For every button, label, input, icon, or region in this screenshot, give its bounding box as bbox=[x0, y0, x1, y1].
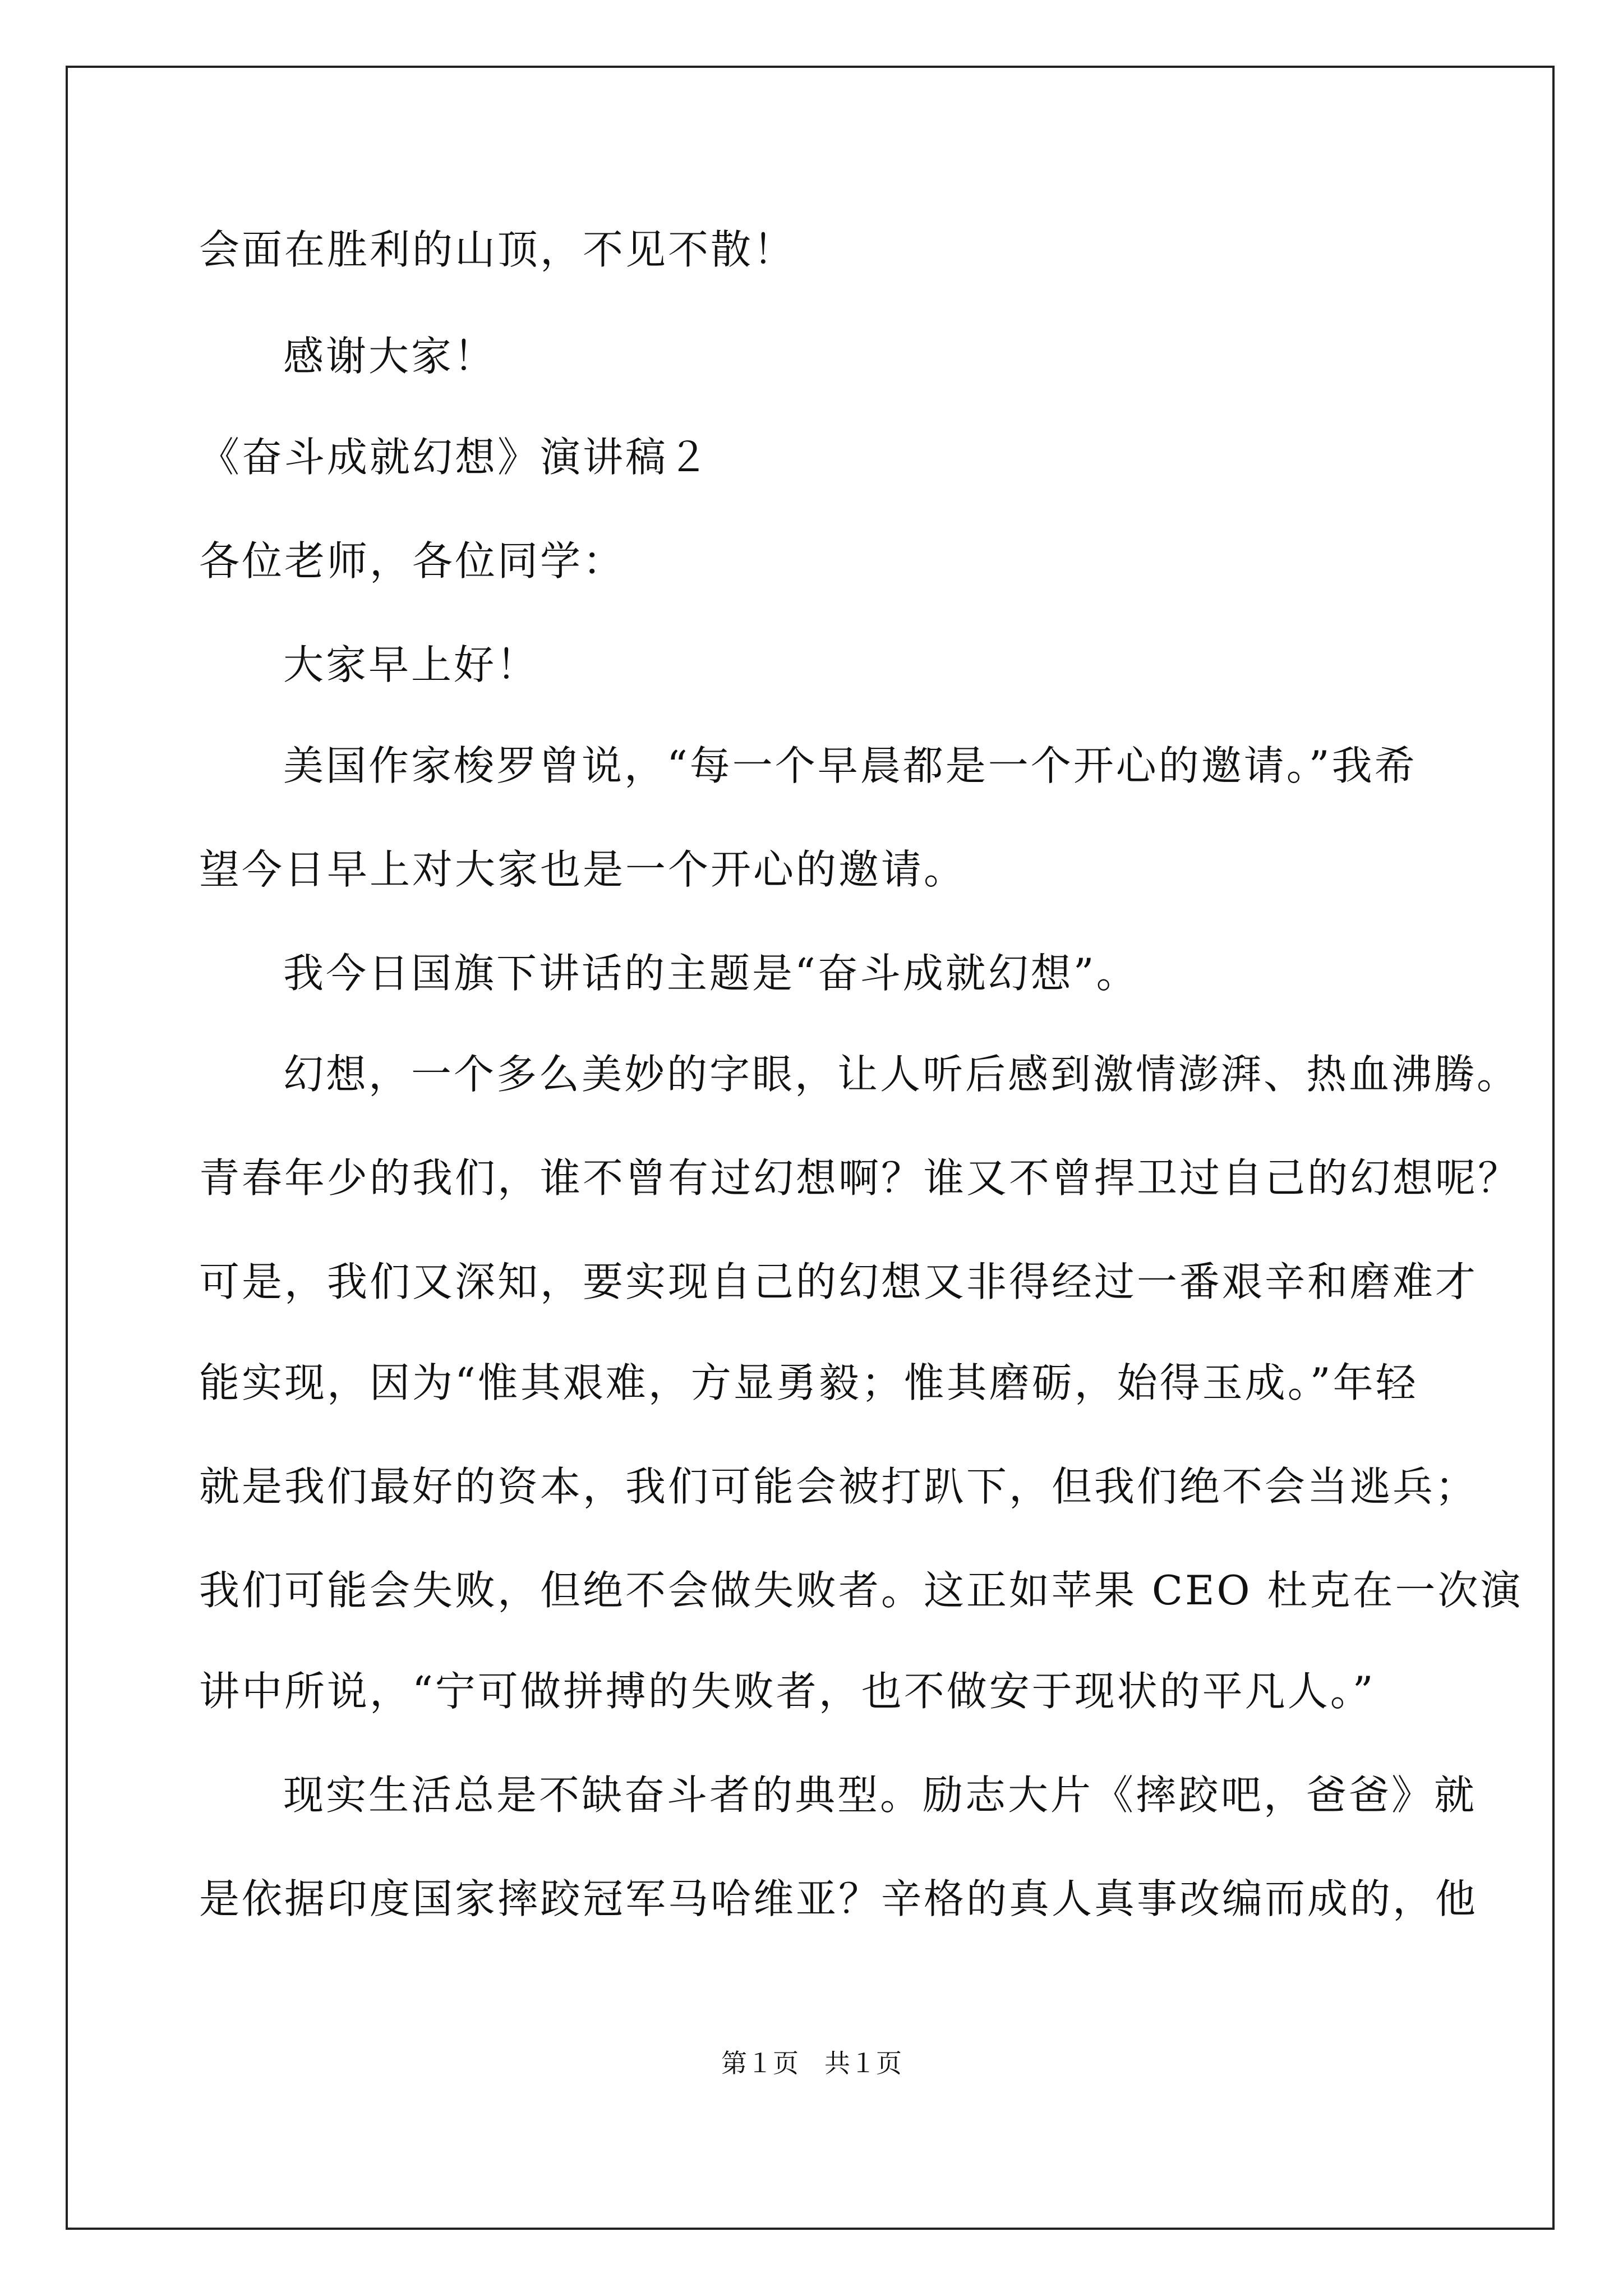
section-heading: 《奋斗成就幻想》演讲稿２ bbox=[199, 434, 711, 481]
text-line: 感谢大家！ bbox=[283, 333, 497, 380]
page-number-footer: 第１页 共１页 bbox=[721, 2048, 902, 2078]
salutation: 各位老师，各位同学： bbox=[199, 537, 626, 585]
text-line: 大家早上好！ bbox=[283, 641, 540, 688]
text-line: 我们可能会失败，但绝不会做失败者。这正如苹果 CEO 杜克在一次演 bbox=[199, 1567, 1523, 1614]
text-line: 幻想，一个多么美妙的字眼，让人听后感到激情澎湃、热血沸腾。 bbox=[283, 1051, 1520, 1098]
text-line: 就是我们最好的资本，我们可能会被打趴下，但我们绝不会当逃兵； bbox=[199, 1463, 1478, 1510]
text-line: 会面在胜利的山顶，不见不散！ bbox=[199, 226, 796, 273]
text-line: 能实现，因为“惟其艰难，方显勇毅；惟其磨砺，始得玉成。”年轻 bbox=[199, 1359, 1418, 1406]
text-line: 我今日国旗下讲话的主题是“奋斗成就幻想”。 bbox=[283, 950, 1139, 997]
text-line: 是依据印度国家摔跤冠军马哈维亚？辛格的真人真事改编而成的，他 bbox=[199, 1875, 1478, 1922]
text-line: 可是，我们又深知，要实现自己的幻想又非得经过一番艰辛和磨难才 bbox=[199, 1258, 1478, 1305]
text-line: 美国作家梭罗曾说，“每一个早晨都是一个开心的邀请。”我希 bbox=[283, 742, 1417, 789]
text-line: 讲中所说，“宁可做拼搏的失败者，也不做安于现状的平凡人。” bbox=[199, 1668, 1376, 1715]
text-line: 望今日早上对大家也是一个开心的邀请。 bbox=[199, 846, 967, 893]
text-line: 现实生活总是不缺奋斗者的典型。励志大片《摔跤吧，爸爸》就 bbox=[283, 1772, 1477, 1819]
text-line: 青春年少的我们，谁不曾有过幻想啊？谁又不曾捍卫过自己的幻想呢？ bbox=[199, 1154, 1521, 1202]
